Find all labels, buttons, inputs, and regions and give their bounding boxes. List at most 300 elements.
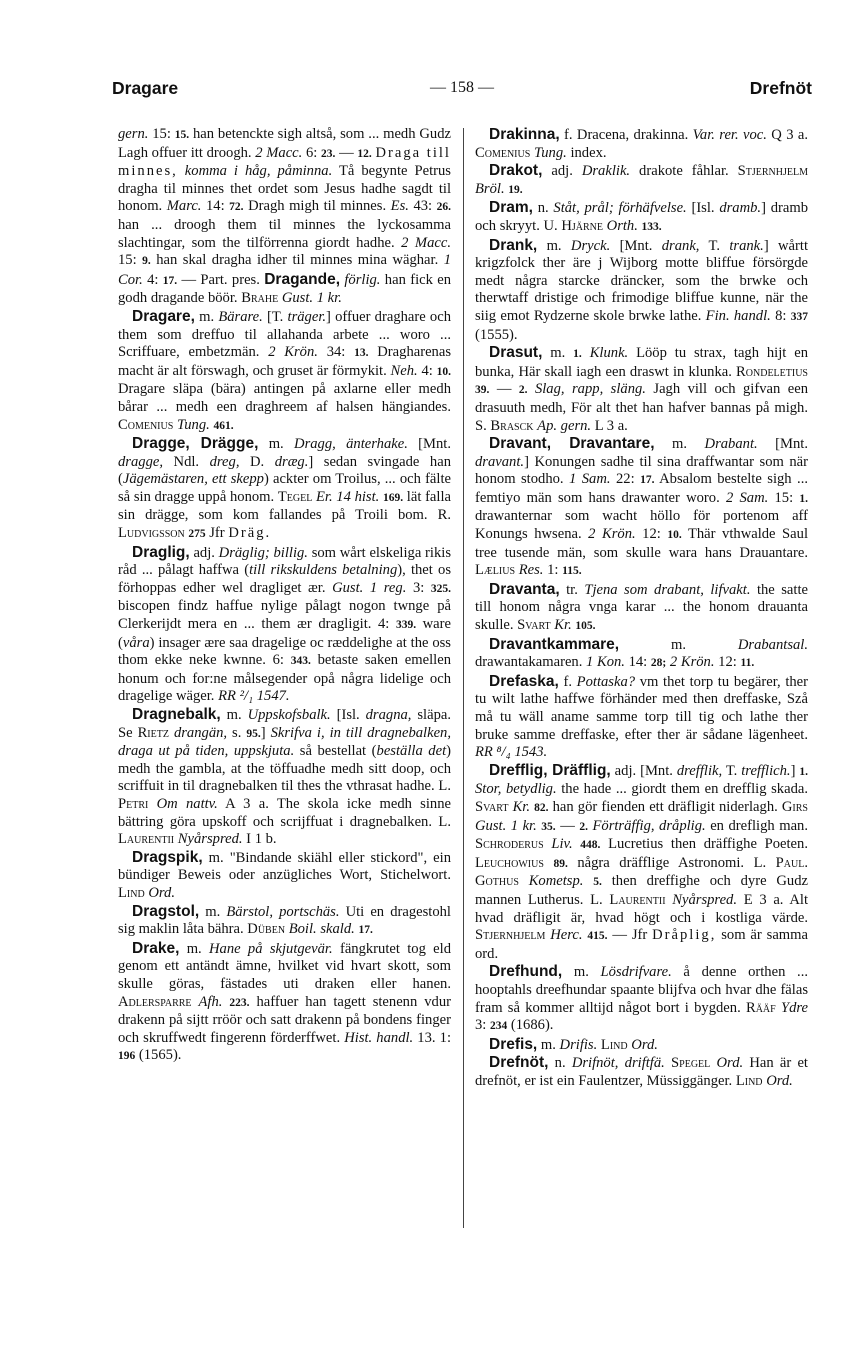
author-name: Paul. Gothus — [475, 854, 808, 890]
entry-text: Lucretius then dräffighe Poeten. — [600, 836, 808, 853]
reference-number: 15. — [174, 129, 190, 141]
reference-number: 234 — [490, 1020, 508, 1033]
entry-text: n. — [548, 1055, 572, 1072]
reference-number: 13. — [354, 347, 369, 360]
entry-text: 43: — [408, 198, 437, 215]
italic-text: Ord. — [716, 1055, 744, 1072]
entry-text: Thär vthwalde Saul tree tusende män, som skulle wara hans Drauantare. — [475, 526, 809, 561]
reference-number: 9. — [142, 255, 151, 268]
italic-text: Gust. 1 kr. — [281, 290, 342, 307]
reference-number: 223. — [229, 996, 250, 1009]
author-name: Lind — [600, 1036, 628, 1053]
spaced-text: Draga till minnes, — [118, 144, 451, 180]
entry-text: Han är et drefnöt, er ist ein Faulentzer, Müssiggänger. — [475, 1055, 808, 1089]
entry-text: the satte till honom några vnga karar ... the honom drauanta skulle. — [475, 581, 808, 634]
entry-text: en drefligh man. — [705, 817, 808, 834]
dictionary-entry — [475, 1036, 808, 1055]
headword: Dram, — [489, 199, 533, 217]
entry-text: ) insager ære saa dragelige oc ræddelighe at the oss thom ekke neke kwnne. 6: — [118, 634, 451, 669]
entry-text: drawanternar som wacht höllo för portenom aff Konungs hwsena. — [475, 508, 808, 543]
reference-number: 339. — [395, 619, 417, 632]
entry-text: — Jfr — [607, 927, 653, 944]
entry-text: ), thet os förhoppas edher wel dragliget ær. — [118, 562, 451, 596]
entry-text: å denne orthen ... hooptahls dreefhundar spaante blijfva och hvar dhe fälas fram så kommer alltijd något bort i bygden. — [475, 964, 808, 1016]
dictionary-entry — [475, 673, 808, 762]
entry-text: han skal dragha idher til minnes mina wäghar. — [150, 252, 444, 269]
headword: Dravant, Dravantare, — [489, 435, 655, 453]
italic-text: drefflik, — [676, 762, 723, 779]
dictionary-entry — [475, 762, 808, 964]
entry-text: adj. — [189, 544, 219, 561]
italic-text: Nyårspred. — [177, 831, 243, 848]
headword: Drefflig, Dräfflig, — [489, 761, 611, 779]
entry-text — [178, 163, 185, 179]
entry-text: 15: — [118, 252, 143, 269]
author-name: Laurentii — [118, 831, 175, 848]
author-name: Adlersparre — [118, 993, 192, 1010]
entry-text: Lööp tu strax, tagh hijt en bunka, Här skall iagh een draswt in klunka. — [475, 345, 809, 380]
italic-text: till rikskuldens betalning — [249, 562, 398, 579]
reference-number: 115. — [562, 565, 582, 578]
entry-text: 15: — [148, 126, 175, 142]
entry-text: han betenckte sigh altså, som ... medh Gudz Lagh offuer itt droogh. — [118, 126, 451, 161]
headword: Drasut, — [489, 344, 543, 362]
dictionary-entry — [118, 308, 451, 435]
italic-text: Ord. — [631, 1036, 658, 1053]
reference-number: 1. — [799, 765, 808, 778]
entry-text: f. Dracena, drakinna. — [559, 127, 693, 143]
entry-text: s. — [227, 724, 247, 741]
italic-text: dravant. — [475, 453, 525, 470]
reference-number: 95. — [246, 727, 261, 740]
italic-text: dreg, — [209, 453, 240, 470]
entry-text: ] wårtt krigzfolck ther äre j Wijborg motte bliffue försörgde medt några starcke dräncker, som the brwke och therwtaff dristige och frimodige bliffue kunne, när the siig emot Rydzerne skole brwke lathe. — [475, 237, 808, 324]
left-column — [118, 126, 451, 1066]
entry-text: n. — [532, 200, 554, 217]
entry-text: index. — [566, 144, 607, 161]
author-name: Stjernhjelm — [475, 927, 546, 944]
entry-text: then dreffighe och dyre Gudz mannen Lutherus. L. — [475, 873, 808, 908]
entry-text: 13. 1: — [413, 1029, 452, 1046]
entry-text: han ... droogh them til minnes the lyckosamma slachtingar, som the tilförrenna giordt hadhe. — [118, 216, 451, 251]
entry-text: L 3 a. — [591, 417, 628, 434]
italic-text: träger. — [287, 308, 327, 325]
reference-number: 275 — [188, 528, 206, 541]
reference-number: 11. — [740, 657, 755, 670]
italic-text: Kr. — [512, 798, 531, 815]
entry-text — [582, 345, 590, 361]
entry-text: 34: — [317, 344, 355, 361]
entry-text: — — [555, 817, 580, 834]
author-name: Rietz — [137, 724, 169, 741]
italic-text: Skrifva i, in till dragnebalken, draga ut på tiden, uppskjuta. — [118, 724, 451, 760]
entry-text: biscopen findz haffue nylige pålagt nogon twnge på Clerkerijdt mera en ... them ær dragligit. 4: — [118, 598, 451, 633]
headword: Draglig, — [132, 543, 190, 561]
italic-text: Kr. — [554, 617, 572, 634]
entry-text: som är samma ord. — [475, 927, 808, 962]
author-name: Ludvigsson — [118, 525, 185, 542]
dictionary-entry — [475, 344, 808, 435]
reference-number: 10. — [436, 365, 451, 378]
entry-text: m. — [258, 436, 295, 453]
italic-text: Dragg, änterhake. — [294, 436, 408, 453]
entry-text: så bestellat ( — [294, 743, 377, 760]
entry-text: m. — [537, 237, 571, 254]
italic-text: Slag, rapp, släng. — [534, 381, 646, 398]
entry-text: några dräfflige Astronomi. L. — [567, 854, 776, 871]
italic-text: Klunk. — [589, 345, 629, 362]
entry-text — [583, 873, 593, 889]
reference-number: 35. — [541, 820, 556, 833]
italic-text: Stor, betydlig. — [475, 781, 557, 798]
reference-number: 39. — [475, 384, 490, 397]
entry-text: släpa. Se — [118, 707, 451, 741]
entry-text: m. — [220, 707, 248, 723]
italic-text: Herc. — [550, 927, 583, 944]
entry-text: 3: — [406, 579, 431, 596]
author-name: Hjärne — [561, 217, 603, 234]
entry-text: m. "Bindande skiähl eller stickord", ein bündiger Beweis oder anzügliches Wort, Stichelwort. — [118, 849, 451, 884]
author-name: Leuchowius — [475, 854, 544, 871]
reference-number: 10. — [667, 529, 682, 542]
entry-text: f. — [558, 673, 577, 690]
page-number: — 158 — — [430, 79, 494, 96]
reference-number: 169. — [383, 491, 404, 504]
dictionary-entry — [118, 940, 451, 1066]
entry-text: — — [489, 381, 519, 398]
headword: Dragge, Drägge, — [132, 435, 259, 453]
italic-text: Nyårspred. — [672, 891, 737, 908]
headword: Dravanta, — [489, 580, 560, 598]
entry-text: adj. — [542, 163, 582, 180]
author-name: Lælius — [475, 562, 516, 579]
reference-number: 12. — [357, 147, 372, 160]
italic-text: Hist. handl. — [344, 1029, 414, 1046]
italic-text: Pottaska? — [576, 673, 636, 690]
reference-number: 133. — [641, 220, 662, 233]
entry-text: 14: — [624, 654, 651, 671]
entry-text: 4: — [142, 271, 163, 288]
italic-text: Hane på skjutgevär. — [209, 940, 333, 957]
italic-text: Tung. — [176, 416, 210, 433]
italic-text: våra — [122, 634, 150, 651]
italic-text: 1 Kon. — [586, 654, 625, 671]
entry-text: lät falla sin drägge, som kom fallandes på Troili bom. R. — [118, 488, 451, 524]
italic-text: 2 Krön. — [588, 526, 636, 543]
italic-text: Drifnöt, driftfä. — [571, 1055, 665, 1072]
italic-text: Boil. skald. — [288, 921, 355, 938]
column-divider — [463, 128, 464, 1228]
headword: Drakot, — [489, 162, 543, 180]
italic-text: Ord. — [766, 1072, 793, 1089]
author-name: Lind — [118, 884, 145, 901]
entry-text: [Isl. — [686, 200, 720, 217]
reference-number: 82. — [534, 801, 549, 814]
entry-text: 15: — [768, 489, 800, 506]
italic-text: Gust. 1 kr. — [475, 817, 537, 834]
entry-text: E 3 a. Alt hvad dräfligit är, hvad högt och i kostliga värde. — [475, 891, 809, 926]
entry-text: the hade ... giordt them en drefflig skada. — [556, 781, 808, 798]
reference-number: 72. — [229, 201, 244, 214]
italic-text: Dräglig; billig. — [218, 544, 308, 561]
italic-text: Bröl. — [475, 180, 505, 197]
italic-text: 2 Sam. — [725, 489, 769, 506]
entry-text: Dragharenas macht är alt förswagh, och gruset är förmykit. — [118, 344, 452, 379]
entry-text: Q 3 a. — [766, 127, 808, 143]
reference-number: 343. — [290, 655, 311, 668]
headword: Drefnöt, — [489, 1054, 549, 1072]
entry-text: — — [335, 144, 358, 161]
italic-text: Dryck. — [570, 237, 611, 254]
page-header — [112, 78, 812, 106]
italic-text: Gust. 1 reg. — [332, 579, 407, 596]
italic-text: RR ²/₁ 1547. — [218, 688, 290, 705]
reference-number: 325. — [430, 582, 452, 595]
entry-text: T. — [722, 762, 742, 779]
entry-text: m. — [562, 964, 601, 981]
italic-text: Drabant. — [704, 436, 758, 453]
author-name: Brasck — [490, 417, 534, 434]
entry-text: (1686). — [507, 1017, 554, 1034]
headword: Dragnebalk, — [132, 706, 221, 723]
italic-text: 1 Sam. — [569, 471, 611, 488]
italic-text: Fin. handl. — [705, 307, 771, 324]
italic-text: 1 Cor. — [118, 252, 451, 288]
entry-text: ) medh the gambla, at the töffuadhe medh sitt doop, och scriffuit in til dragnebalken til thes the vthrasat hadhe. L. — [118, 743, 451, 795]
dictionary-entry — [118, 849, 451, 903]
author-name: Stjernhjelm — [737, 163, 808, 180]
italic-text: Drifis. — [559, 1036, 598, 1053]
dictionary-entry — [118, 435, 451, 544]
italic-text: drank, — [661, 237, 700, 254]
italic-text: Ståt, prål; förhäfvelse. — [553, 200, 687, 217]
entry-text: (1565). — [135, 1047, 182, 1064]
reference-number: 17. — [162, 274, 178, 287]
author-name: Laurentii — [609, 891, 666, 908]
dictionary-entry — [475, 237, 808, 345]
dictionary-entry — [475, 199, 808, 236]
italic-text: Bärstol, portschäs. — [226, 903, 340, 920]
header-first-word: Dragare — [112, 78, 179, 98]
entry-text: betaste saken emellen honum och for:ne målsegender opå några lidelige och dragelige wäger. — [118, 652, 451, 705]
entry-text: 22: — [610, 471, 641, 488]
author-name: Comenius — [118, 416, 174, 433]
italic-text: Lösdrifvare. — [600, 964, 672, 981]
italic-text: Drabantsal. — [737, 636, 808, 653]
headword: Dravantkammare, — [489, 635, 620, 653]
italic-text: Uppskofsbalk. — [247, 707, 331, 723]
author-name: Brahe — [241, 290, 279, 307]
entry-text: [T. — [262, 308, 288, 325]
italic-text: dramb. — [719, 200, 762, 217]
reference-number: 415. — [587, 930, 608, 943]
headword: Dragstol, — [132, 902, 200, 920]
author-name: Lind — [735, 1072, 763, 1089]
author-name: Girs — [781, 798, 808, 815]
italic-text: förlig. — [344, 271, 381, 288]
spaced-text: Dråplig, — [652, 927, 717, 944]
italic-text: trefflich. — [741, 762, 791, 779]
author-name: Rondeletius — [736, 363, 808, 380]
author-name: Schroderus — [475, 836, 544, 853]
headword: Drefis, — [489, 1035, 538, 1053]
entry-text — [519, 873, 529, 889]
italic-text: Tung. — [533, 144, 567, 161]
headword: Drank, — [489, 236, 538, 254]
italic-text: 2 Macc. — [255, 144, 303, 161]
entry-text: m. — [537, 1036, 560, 1053]
entry-text: ] dramb och skryyt. U. — [475, 200, 808, 234]
reference-number: 26. — [436, 201, 451, 214]
italic-text: dræg. — [274, 453, 309, 470]
entry-text: ] — [790, 762, 800, 779]
headword: Drake, — [132, 939, 180, 957]
entry-text: ] sedan svingade han ( — [118, 453, 451, 488]
reference-number: 2. — [518, 384, 528, 397]
author-name: Petri — [118, 795, 149, 812]
entry-text: m. — [199, 903, 227, 920]
italic-text: Kometsp. — [528, 873, 584, 890]
entry-text: m. — [179, 940, 210, 957]
reference-number: 2. — [579, 820, 588, 833]
entry-text: (1555). — [475, 326, 518, 343]
italic-text: Ord. — [148, 884, 175, 901]
italic-text: beställa det — [376, 743, 447, 760]
entry-text — [528, 381, 535, 397]
dictionary-entry — [475, 636, 808, 673]
dictionary-entry — [118, 706, 451, 849]
entry-text: I 1 b. — [242, 831, 277, 848]
entry-text: 12: — [635, 526, 668, 543]
entry-text: 12: — [714, 654, 741, 671]
reference-number: 17. — [358, 924, 373, 937]
entry-text: Tå begynte Petrus dragha til minnes thet ordet som Jesus hadhe sagdt til honom. — [118, 163, 451, 215]
author-name: Tegel — [277, 488, 313, 505]
entry-text: m. — [194, 308, 219, 325]
italic-text: Var. rer. voc. — [692, 127, 767, 143]
italic-text: Er. 14 hist. — [316, 488, 380, 505]
reference-number: 89. — [553, 857, 568, 870]
italic-text: Liv. — [551, 836, 573, 853]
italic-text: dragge, — [118, 453, 163, 470]
entry-text: 1: — [543, 562, 563, 579]
entry-text: adj. [Mnt. — [610, 762, 677, 779]
dictionary-entry — [118, 544, 451, 706]
entry-text: 3: — [475, 1017, 490, 1034]
spaced-text: Dräg. — [228, 525, 272, 542]
italic-text: 2 Krön. — [669, 654, 715, 671]
dictionary-entry — [475, 162, 808, 199]
entry-text: tr. — [559, 581, 585, 598]
reference-number: 19. — [508, 183, 523, 196]
reference-number: 5. — [593, 876, 602, 889]
entry-text: ] Konungen sadhe til sina draffwantar som när honom stodho. — [475, 453, 808, 488]
headword: Dragande, — [264, 270, 341, 288]
dictionary-entry — [475, 581, 808, 636]
reference-number: 448. — [580, 839, 601, 852]
reference-number: 17. — [640, 474, 655, 487]
entry-text: haffuer han tagett stenenn vdur drakenn på sijtt rröör och satt drakenn på bondens finger och skruffwedt fingerenn förderffwet. — [118, 993, 451, 1046]
headword: Drefhund, — [489, 963, 563, 981]
entry-text: ] — [260, 724, 271, 741]
entry-text: [Mnt. — [757, 436, 809, 453]
italic-text: drangän, — [173, 724, 228, 741]
dictionary-entry — [475, 1054, 808, 1090]
dictionary-entry — [118, 903, 451, 940]
entry-text: [Isl. — [330, 707, 366, 723]
entry-text: drawantakamaren. — [475, 654, 587, 671]
entry-text: — Part. pres. — [177, 271, 265, 288]
entry-text: fängkrutet tog eld genom ett antändt ämne, hvilket vid hvart skott, som skulle göras, fästades uti draken eller hanen. — [118, 940, 452, 992]
italic-text: komma i håg, påminna. — [184, 163, 333, 180]
entry-text: Absalom bestelte sigh ... femtiyo män som hans drawanter woro. — [475, 471, 808, 506]
italic-text: Jägemästaren, ett skepp — [122, 471, 264, 488]
entry-text: A 3 a. The skola icke medh sinne bättring göra upskoff och scrijffuat i dragnebalken. L. — [118, 795, 451, 830]
italic-text: Bärare. — [218, 308, 263, 325]
reference-number: 461. — [213, 419, 234, 432]
reference-number: 23. — [321, 147, 336, 160]
italic-text: Förträffig, dråplig. — [592, 817, 706, 834]
entry-text: 6: — [302, 144, 322, 161]
italic-text: Draklik. — [581, 163, 631, 180]
entry-text: m. — [619, 636, 738, 653]
italic-text: 2 Krön. — [268, 344, 318, 361]
entry-text: ware ( — [118, 616, 451, 651]
italic-text: Es. — [390, 198, 409, 215]
dictionary-entry — [475, 126, 808, 162]
italic-text: 2 Macc. — [401, 234, 451, 251]
dictionary-entry — [475, 435, 808, 581]
reference-number: 1. — [573, 348, 582, 361]
entry-text: Jfr — [205, 525, 229, 542]
entry-text: 4: — [417, 362, 437, 379]
header-last-word: Drefnöt — [749, 78, 812, 98]
entry-text: Ndl. — [163, 453, 210, 470]
italic-text: trank. — [729, 237, 764, 254]
italic-text: Neh. — [390, 362, 418, 379]
entry-text: han gör fienden ett dräfligit niderlagh. — [548, 798, 782, 815]
italic-text: Orth. — [606, 217, 638, 234]
entry-text: drakote fåhlar. — [630, 163, 738, 180]
entry-text: m. — [542, 345, 574, 362]
entry-text: han fick en godh dragande böör. — [118, 271, 452, 307]
author-name: Rääf — [745, 999, 776, 1016]
reference-number: 28; — [650, 657, 667, 670]
entry-text: 8: — [770, 307, 791, 324]
author-name: Spegel — [671, 1055, 711, 1072]
entry-text: som wårt elskeliga rikis råd ... pålagt haffwa ( — [118, 544, 451, 579]
author-name: Svart — [517, 617, 551, 634]
right-column — [475, 126, 808, 1090]
italic-text: Afh. — [198, 993, 223, 1010]
entry-text: D. — [239, 453, 275, 470]
reference-number: 196 — [118, 1050, 136, 1063]
entry-text: [Mnt. — [610, 237, 662, 254]
headword: Dragare, — [132, 307, 195, 325]
author-name: Svart — [475, 798, 509, 815]
entry-text: ] offuer draghare och them som dreffuo til allahanda arbete ... woro ... Scriffuare, embetzmän. — [118, 308, 451, 361]
entry-text: m. — [654, 436, 705, 453]
italic-text: dragna, — [365, 707, 412, 723]
italic-text: Res. — [518, 562, 544, 579]
entry-text: 14: — [201, 198, 230, 215]
author-name: Düben — [247, 921, 286, 938]
entry-text: vm thet torp tu begärer, ther tu wilt lathe haffwe förhänder med then dreffaske, Szå må tu wäll aname samme torp till tig och lathe ther bruke samme dreffaske, efter ther är sådane lägenheet. — [475, 673, 809, 743]
entry-text: T. — [699, 237, 730, 254]
italic-text: Tjena som drabant, lifvakt. — [584, 581, 751, 598]
italic-text: Marc. — [166, 198, 202, 215]
entry-text — [148, 796, 156, 812]
